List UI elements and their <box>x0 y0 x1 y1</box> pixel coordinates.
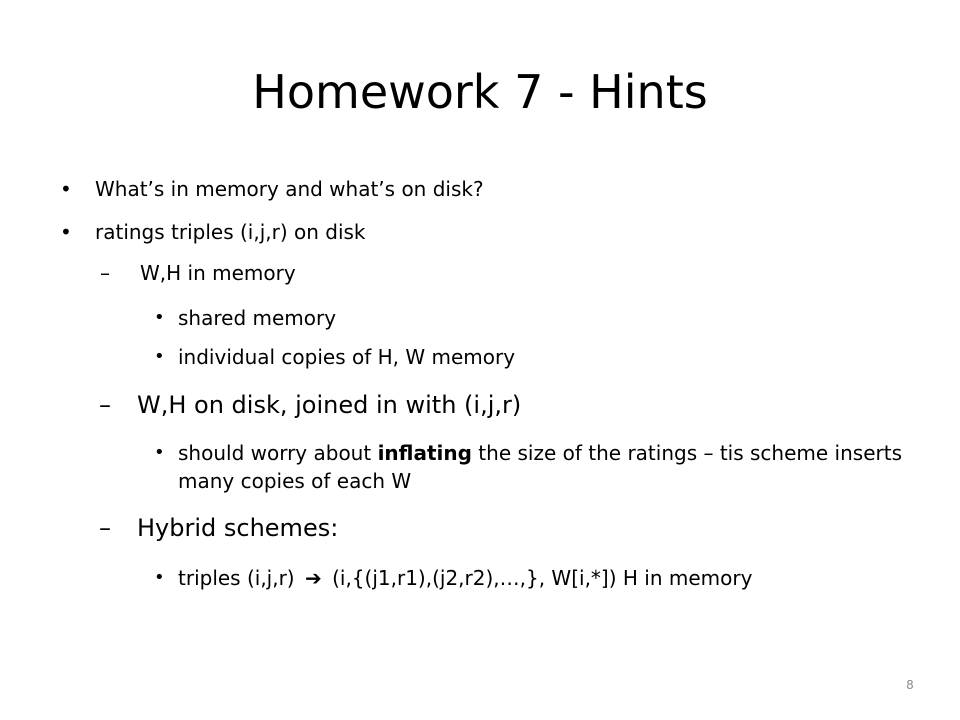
bullet-item <box>60 176 895 203</box>
sub-bullet-text: individual copies of H, W memory <box>178 345 516 369</box>
text-segment: (i,{(j1,r1),(j2,r2),…,}, W[i,*]) H in memory <box>325 566 753 590</box>
sub-bullet-item <box>154 564 918 592</box>
dash-marker: – <box>99 391 111 419</box>
bullet-marker: • <box>60 177 72 201</box>
sub-bullet-text <box>178 439 918 495</box>
page-number: 8 <box>906 678 914 692</box>
bullet-marker: • <box>154 307 165 328</box>
text-segment: should worry about <box>178 441 378 465</box>
sub-bullet-item <box>154 343 918 371</box>
bullet-marker: • <box>154 567 165 588</box>
sub-bullet-item <box>154 439 918 495</box>
dash-text: W,H in memory <box>140 261 296 285</box>
dash-marker: – <box>99 514 111 542</box>
bullet-marker: • <box>60 220 72 244</box>
dash-text: W,H on disk, joined in with (i,j,r) <box>137 391 522 419</box>
text-segment: the size of the ratings – tis scheme inserts many copies of each W <box>178 441 902 493</box>
text-segment: triples (i,j,r) <box>178 566 301 590</box>
dash-item <box>99 389 897 421</box>
dash-item <box>99 512 897 544</box>
bullet-marker: • <box>154 442 165 463</box>
bullet-item <box>60 219 895 246</box>
bullet-text: ratings triples (i,j,r) on disk <box>95 220 366 244</box>
dash-text: Hybrid schemes: <box>137 514 339 542</box>
slide-title: Homework 7 - Hints <box>252 65 708 119</box>
bullet-text: What’s in memory and what’s on disk? <box>95 177 484 201</box>
sub-bullet-text <box>178 564 918 592</box>
right-arrow-icon: ➔ <box>304 566 322 590</box>
dash-item <box>100 260 900 287</box>
bold-term: inflating <box>377 441 472 465</box>
sub-bullet-item <box>154 304 918 332</box>
dash-marker: – <box>100 261 110 285</box>
sub-bullet-text: shared memory <box>178 306 337 330</box>
bullet-marker: • <box>154 346 165 367</box>
